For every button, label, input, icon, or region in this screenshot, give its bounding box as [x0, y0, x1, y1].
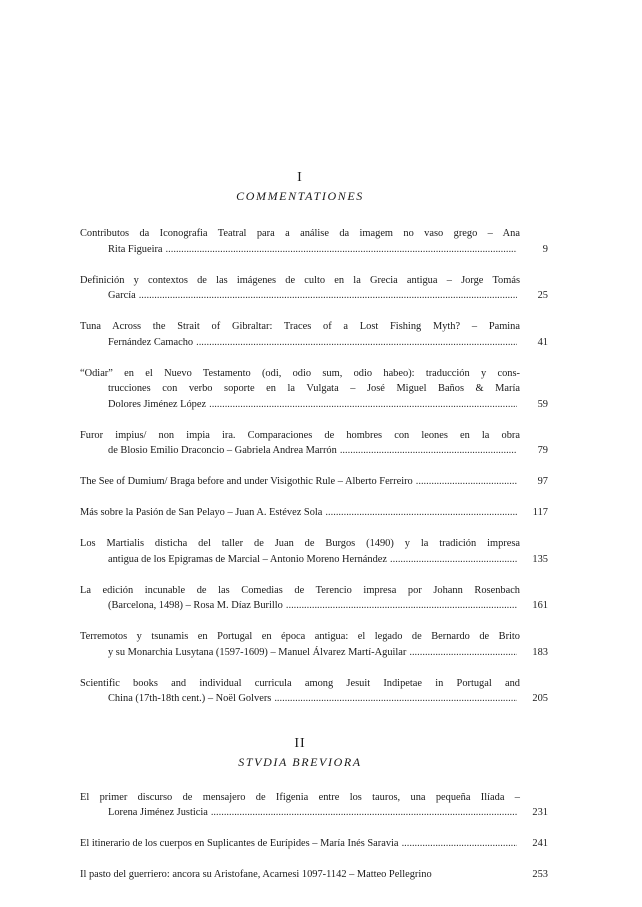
page-number: 79	[537, 445, 548, 456]
entry-line: Más sobre la Pasión de San Pelayo – Juan A. Estévez Sola	[80, 507, 323, 518]
page-number: 231	[532, 807, 548, 818]
entry-line: Scientific books and individual curricula among Jesuit Indipetae in Portugal and	[80, 677, 520, 689]
entry-line: El itinerario de los cuerpos en Suplicantes de Eurípides – María Inés Saravia	[80, 838, 399, 849]
section-title: STVDIA BREVIORA	[238, 754, 362, 769]
section-stvdia-breviora	[80, 735, 548, 883]
toc-entry[interactable]	[80, 226, 548, 257]
entry-line: Dolores Jiménez López	[108, 398, 207, 410]
entry-line: Il pasto del guerriero: ancora su Aristofane, Acarnesi 1097-1142 – Matteo Pellegrino	[80, 869, 432, 880]
entry-line: Fernández Camacho	[108, 336, 194, 348]
page-number: 25	[537, 290, 548, 301]
page-number: 161	[532, 600, 548, 611]
page-number: 41	[537, 336, 548, 348]
entry-line: Tuna Across the Strait of Gibraltar: Traces of a Lost Fishing Myth? – Pamina	[80, 321, 520, 332]
entry-line: Los Martialis disticha del taller de Juan de Burgos (1490) y la tradición impresa	[80, 538, 520, 549]
toc-entry[interactable]	[80, 474, 548, 490]
section-number: II	[294, 735, 306, 751]
toc-entry[interactable]	[80, 583, 548, 614]
entry-line: El primer discurso de mensajero de Ifigenia entre los tauros, una pequeña Ilíada –	[80, 791, 520, 803]
toc-entry[interactable]	[80, 273, 548, 304]
entry-line: y su Monarchia Lusytana (1597-1609) – Manuel Álvarez Martí-Aguilar	[108, 646, 407, 658]
page-number: 9	[542, 243, 548, 255]
entry-line: Definición y contextos de las imágenes de culto en la Grecia antigua – Jorge Tomás	[80, 274, 520, 286]
page-number: 241	[532, 838, 548, 849]
entry-line: The See of Dumium/ Braga before and under Visigothic Rule – Alberto Ferreiro	[80, 476, 413, 487]
entry-line: García	[108, 290, 136, 301]
toc-entry[interactable]	[80, 836, 548, 852]
entry-line: La edición incunable de las Comedias de Terencio impresa por Johann Rosenbach	[80, 584, 520, 596]
section-commentationes	[80, 170, 548, 707]
entry-line: antigua de los Epigramas de Marcial – Antonio Moreno Hernández	[108, 553, 388, 565]
entry-line: Terremotos y tsunamis en Portugal en época antigua: el legado de Bernardo de Brito	[80, 631, 520, 642]
entry-line: de Blosio Emilio Draconcio – Gabriela Andrea Marrón	[108, 445, 337, 456]
page-number: 59	[537, 398, 548, 410]
section-number: I	[297, 170, 303, 185]
toc-entry[interactable]	[80, 536, 548, 567]
page-number: 183	[532, 646, 548, 658]
toc-entry[interactable]	[80, 867, 548, 883]
entry-line: (Barcelona, 1498) – Rosa M. Díaz Burillo	[108, 600, 283, 611]
page-number: 117	[532, 507, 548, 518]
table-of-contents	[80, 170, 548, 898]
toc-entry[interactable]	[80, 319, 548, 350]
toc-entry[interactable]	[80, 366, 548, 413]
page-number: 253	[532, 869, 548, 880]
entry-line: trucciones con verbo soporte en la Vulgata – José Miguel Baños & María	[108, 383, 520, 394]
page-number: 97	[537, 476, 548, 487]
entry-line: Rita Figueira	[108, 243, 163, 255]
entry-line: China (17th-18th cent.) – Noël Golvers	[108, 693, 272, 704]
page-number: 135	[532, 553, 548, 565]
toc-entry[interactable]	[80, 428, 548, 459]
toc-entry[interactable]	[80, 629, 548, 660]
entry-line: “Odiar” en el Nuevo Testamento (odi, odio sum, odio habeo): traducción y cons-	[80, 367, 520, 379]
section-title: COMMENTATIONES	[236, 189, 364, 203]
toc-entry[interactable]	[80, 505, 548, 521]
entry-line: Lorena Jiménez Justicia	[108, 807, 208, 818]
toc-entry[interactable]	[80, 790, 548, 821]
page-number: 205	[532, 693, 548, 704]
entry-line: Furor impius/ non impia ira. Comparaciones de hombres con leones en la obra	[80, 429, 520, 441]
toc-entry[interactable]	[80, 676, 548, 707]
entry-line: Contributos da Iconografia Teatral para a análise da imagem no vaso grego – Ana	[80, 228, 520, 239]
